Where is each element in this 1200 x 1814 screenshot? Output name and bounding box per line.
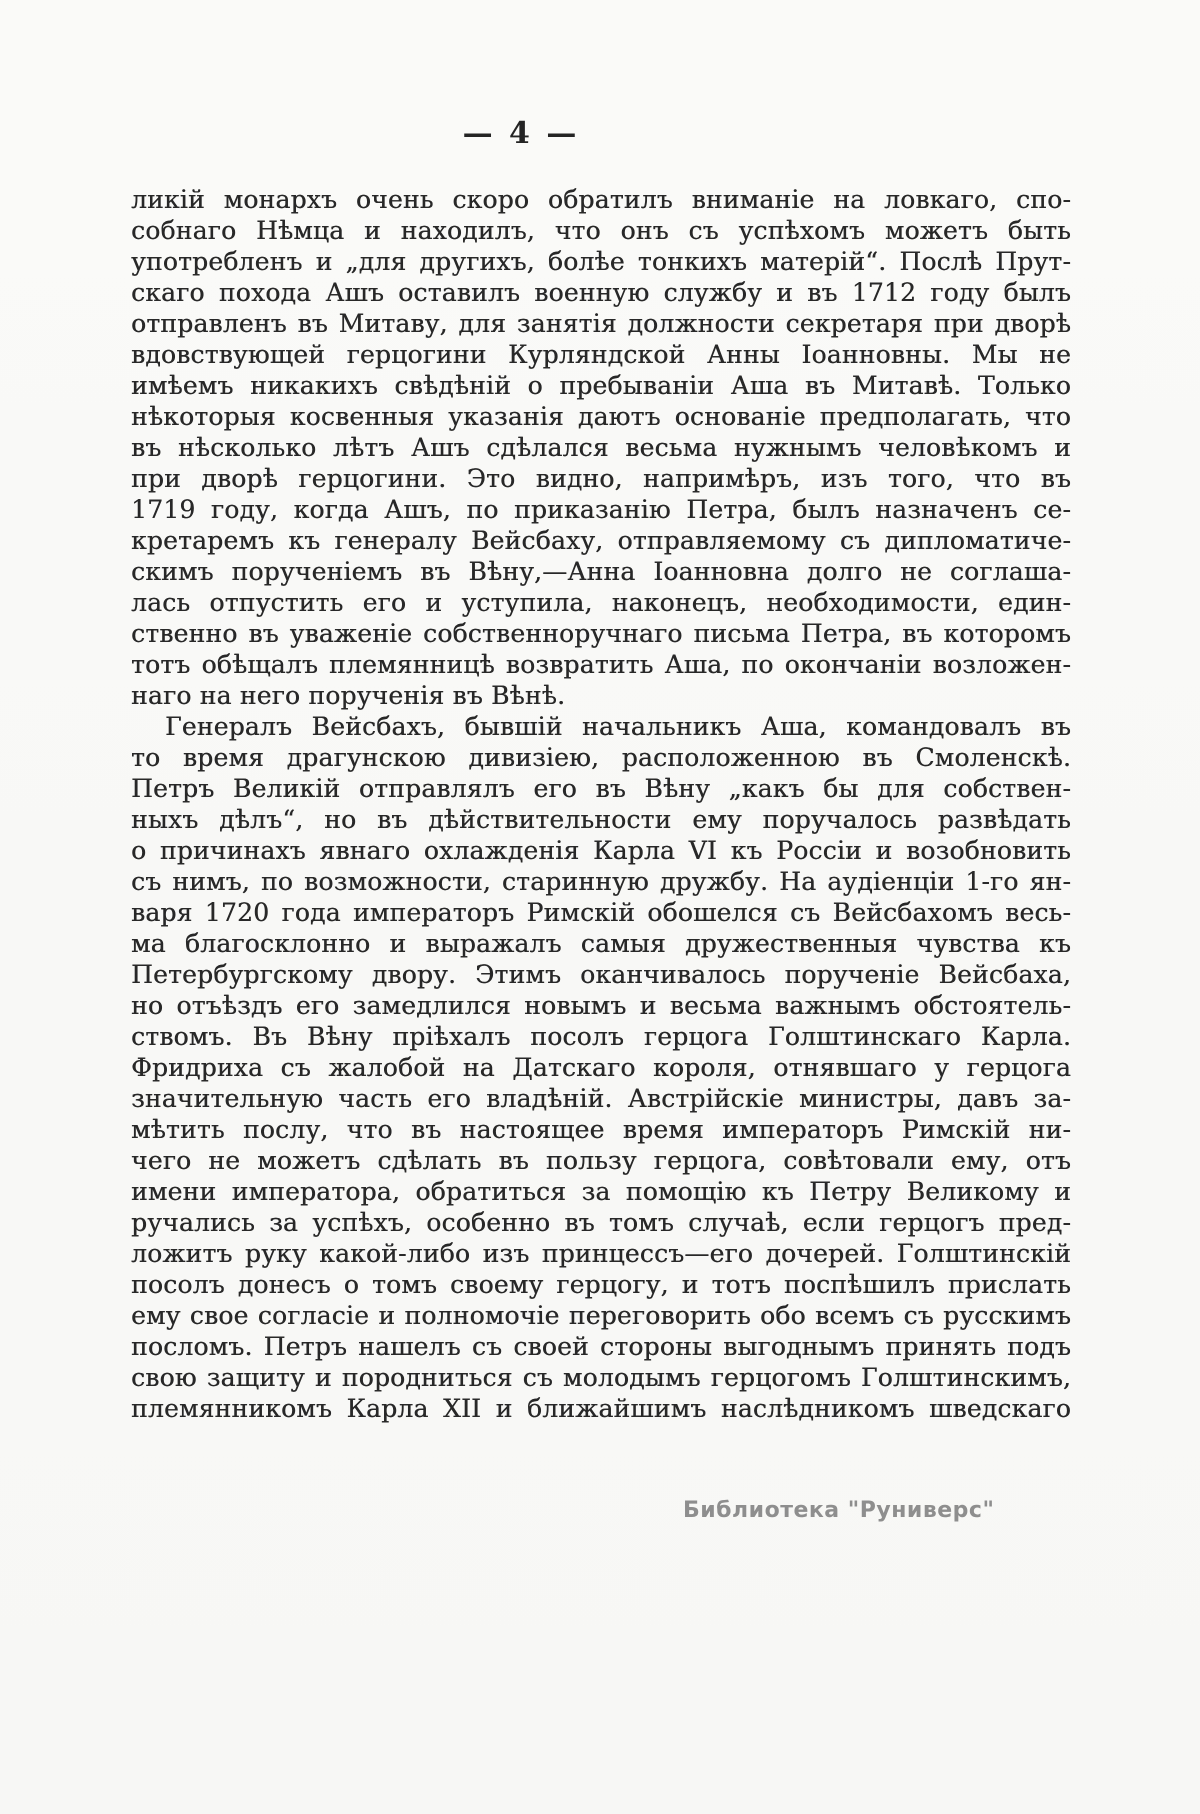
text-line: мѣтить послу, что въ настоящее время императоръ Римскій ни-: [131, 1115, 1071, 1144]
library-watermark: Библиотека "Руниверс": [683, 1498, 995, 1523]
text-line: посолъ донесъ о томъ своему герцогу, и тотъ поспѣшилъ прислать: [131, 1270, 1071, 1299]
text-line: отправленъ въ Митаву, для занятія должности секретаря при дворѣ: [131, 309, 1071, 338]
text-line: при дворѣ герцогини. Это видно, напримѣръ, изъ того, что въ: [131, 464, 1071, 493]
text-line: ствомъ. Въ Вѣну пріѣхалъ посолъ герцога Голштинскаго Карла.: [131, 1022, 1071, 1051]
text-line: варя 1720 года императоръ Римскій обошелся съ Вейсбахомъ весь-: [131, 898, 1071, 927]
text-line: лась отпустить его и уступила, наконецъ, необходимости, един-: [131, 588, 1071, 617]
text-line: употребленъ и „для другихъ, болѣе тонкихъ матерій“. Послѣ Прут-: [131, 247, 1071, 276]
text-line: ложитъ руку какой-либо изъ принцессъ—его дочерей. Голштинскій: [131, 1239, 1071, 1268]
text-line: но отъѣздъ его замедлился новымъ и весьма важнымъ обстоятель-: [131, 991, 1071, 1020]
text-line: собнаго Нѣмца и находилъ, что онъ съ успѣхомъ можетъ быть: [131, 216, 1071, 245]
text-line: племянникомъ Карла XII и ближайшимъ наслѣдникомъ шведскаго: [131, 1394, 1071, 1423]
page-number: — 4 —: [462, 116, 580, 151]
text-line: чего не можетъ сдѣлать въ пользу герцога, совѣтовали ему, отъ: [131, 1146, 1071, 1175]
paragraph: [131, 711, 1071, 1424]
text-line: Петербургскому двору. Этимъ оканчивалось порученіе Вейсбаха,: [131, 960, 1071, 989]
text-line: тотъ обѣщалъ племянницѣ возвратить Аша, по окончаніи возложен-: [131, 650, 1071, 679]
text-line: кретаремъ къ генералу Вейсбаху, отправляемому съ дипломатиче-: [131, 526, 1071, 555]
text-line: вдовствующей герцогини Курляндской Анны Іоанновны. Мы не: [131, 340, 1071, 369]
text-line: наго на него порученія въ Вѣнѣ.: [131, 681, 566, 710]
text-line: ликій монархъ очень скоро обратилъ вниманіе на ловкаго, спо-: [131, 185, 1071, 214]
text-line: Фридриха съ жалобой на Датскаго короля, отнявшаго у герцога: [131, 1053, 1071, 1082]
text-line: Петръ Великій отправлялъ его въ Вѣну „какъ бы для собствен-: [131, 774, 1071, 803]
text-line: скаго похода Ашъ оставилъ военную службу и въ 1712 году былъ: [131, 278, 1071, 307]
text-line: о причинахъ явнаго охлажденія Карла VI къ Россіи и возобновить: [131, 836, 1071, 865]
text-line: ему свое согласіе и полномочіе переговорить обо всемъ съ русскимъ: [131, 1301, 1071, 1330]
text-line: ма благосклонно и выражалъ самыя дружественныя чувства къ: [131, 929, 1071, 958]
text-line: 1719 году, когда Ашъ, по приказанію Петра, былъ назначенъ се-: [131, 495, 1071, 524]
text-line: свою защиту и породниться съ молодымъ герцогомъ Голштинскимъ,: [131, 1363, 1071, 1392]
paragraph: [131, 184, 1071, 711]
text-line: скимъ порученіемъ въ Вѣну,—Анна Іоанновна долго не соглаша-: [131, 557, 1071, 586]
text-line: Генералъ Вейсбахъ, бывшій начальникъ Аша, командовалъ въ: [165, 712, 1071, 741]
text-line: съ нимъ, по возможности, старинную дружбу. На аудіенціи 1-го ян-: [131, 867, 1071, 896]
text-line: имѣемъ никакихъ свѣдѣній о пребываніи Аша въ Митавѣ. Только: [131, 371, 1071, 400]
text-line: значительную часть его владѣній. Австрійскіе министры, давъ за-: [131, 1084, 1071, 1113]
body-text: [131, 184, 1071, 1424]
text-line: въ нѣсколько лѣтъ Ашъ сдѣлался весьма нужнымъ человѣкомъ и: [131, 433, 1071, 462]
text-line: имени императора, обратиться за помощію къ Петру Великому и: [131, 1177, 1071, 1206]
text-line: нѣкоторыя косвенныя указанія даютъ основаніе предполагать, что: [131, 402, 1071, 431]
text-line: то время драгунскою дивизіею, расположенною въ Смоленскѣ.: [131, 743, 1071, 772]
text-line: ственно въ уваженіе собственноручнаго письма Петра, въ которомъ: [131, 619, 1071, 648]
text-line: ныхъ дѣлъ“, но въ дѣйствительности ему поручалось развѣдать: [131, 805, 1071, 834]
text-line: ручались за успѣхъ, особенно въ томъ случаѣ, если герцогъ пред-: [131, 1208, 1071, 1237]
text-line: посломъ. Петръ нашелъ съ своей стороны выгоднымъ принять подъ: [131, 1332, 1071, 1361]
